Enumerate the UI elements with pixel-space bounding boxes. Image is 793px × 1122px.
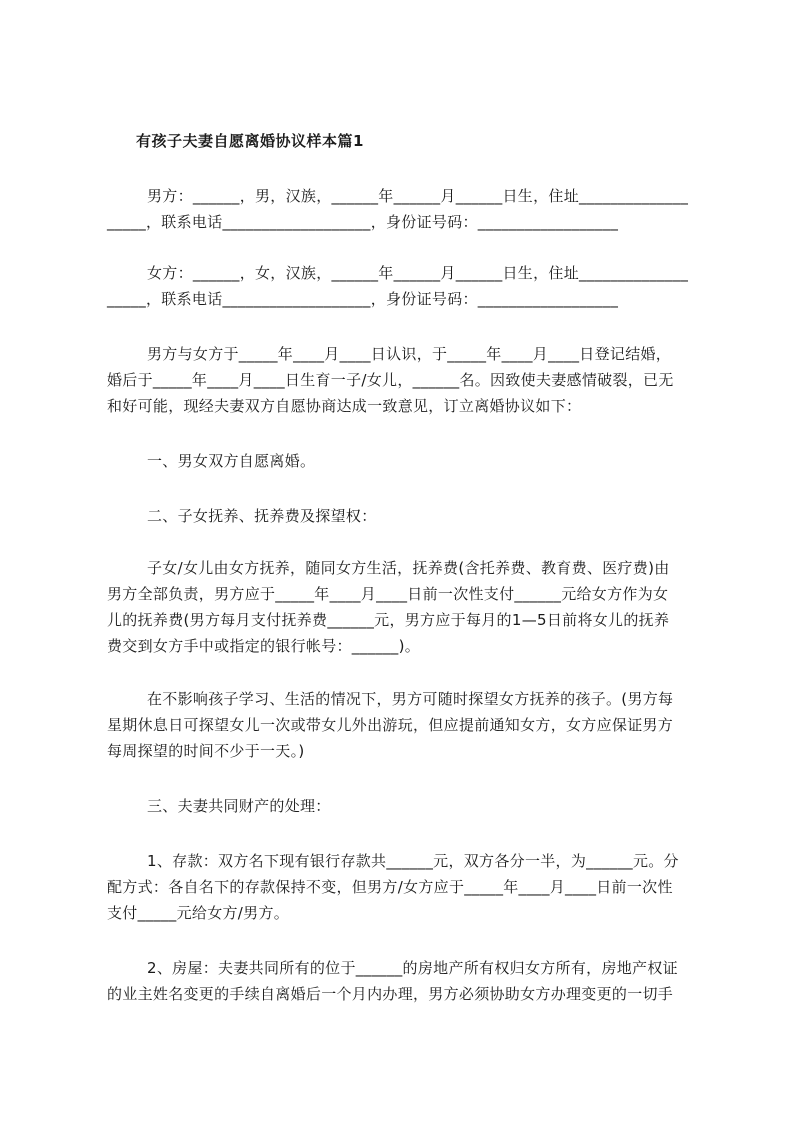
- document-title: 有孩子夫妻自愿离婚协议样本篇1: [136, 132, 364, 150]
- house-paragraph: [107, 955, 704, 1007]
- paragraph-line: 男方：______，男，汉族，______年______月______日生，住址______________: [147, 187, 689, 205]
- custody-paragraph: [107, 555, 704, 659]
- clause-heading: 一、男女双方自愿离婚。: [147, 452, 316, 470]
- clause-heading: 三、夫妻共同财产的处理：: [147, 797, 331, 815]
- clause-one: [107, 448, 704, 474]
- paragraph-line: 在不影响孩子学习、生活的情况下，男方可随时探望女方抚养的孩子。(男方每: [147, 690, 674, 708]
- female-info-paragraph: [107, 260, 704, 312]
- paragraph-line: _____，联系电话___________________，身份证号码：__________________: [107, 290, 619, 308]
- paragraph-line: 和好可能，现经夫妻双方自愿协商达成一致意见，订立离婚协议如下：: [107, 397, 582, 415]
- paragraph-line: 支付_____元给女方/男方。: [107, 904, 290, 922]
- paragraph-line: 儿的抚养费(男方每月支付抚养费______元，男方应于每月的1—5日前将女儿的抚养: [107, 611, 670, 629]
- paragraph-line: 的业主姓名变更的手续自离婚后一个月内办理，男方必须协助女方办理变更的一切手: [107, 985, 674, 1003]
- intro-paragraph: [107, 341, 704, 419]
- deposits-paragraph: [107, 848, 704, 926]
- clause-heading: 二、子女抚养、抚养费及探望权：: [147, 507, 377, 525]
- paragraph-line: 1、存款：双方名下现有银行存款共______元，双方各分一半，为______元。分: [147, 852, 679, 870]
- paragraph-line: 2、房屋：夫妻共同所有的位于______的房地产所有权归女方所有，房地产权证: [147, 959, 678, 977]
- male-info-paragraph: [107, 183, 704, 235]
- paragraph-line: 每周探望的时间不少于一天。): [107, 742, 305, 760]
- clause-three: [107, 793, 704, 819]
- paragraph-line: _____，联系电话___________________，身份证号码：__________________: [107, 213, 619, 231]
- paragraph-line: 费交到女方手中或指定的银行帐号：______)。: [107, 637, 421, 655]
- paragraph-line: 男方与女方于_____年____月____日认识，于_____年____月____日登记结婚，: [147, 345, 672, 363]
- paragraph-line: 婚后于_____年____月____日生育一子/女儿，______名。因致使夫妻感情破裂，已无: [107, 371, 674, 389]
- visitation-paragraph: [107, 686, 704, 764]
- clause-two: [107, 503, 704, 529]
- paragraph-line: 女方：______，女，汉族，______年______月______日生，住址______________: [147, 264, 689, 282]
- paragraph-line: 子女/女儿由女方抚养，随同女方生活，抚养费(含托养费、教育费、医疗费)由: [147, 559, 670, 577]
- paragraph-line: 男方全部负责，男方应于_____年____月____日前一次性支付______元给女方作为女: [107, 585, 669, 603]
- paragraph-line: 配方式：各自名下的存款保持不变，但男方/女方应于_____年____月____日前一次性: [107, 878, 673, 896]
- paragraph-line: 星期休息日可探望女儿一次或带女儿外出游玩，但应提前通知女方，女方应保证男方: [107, 716, 674, 734]
